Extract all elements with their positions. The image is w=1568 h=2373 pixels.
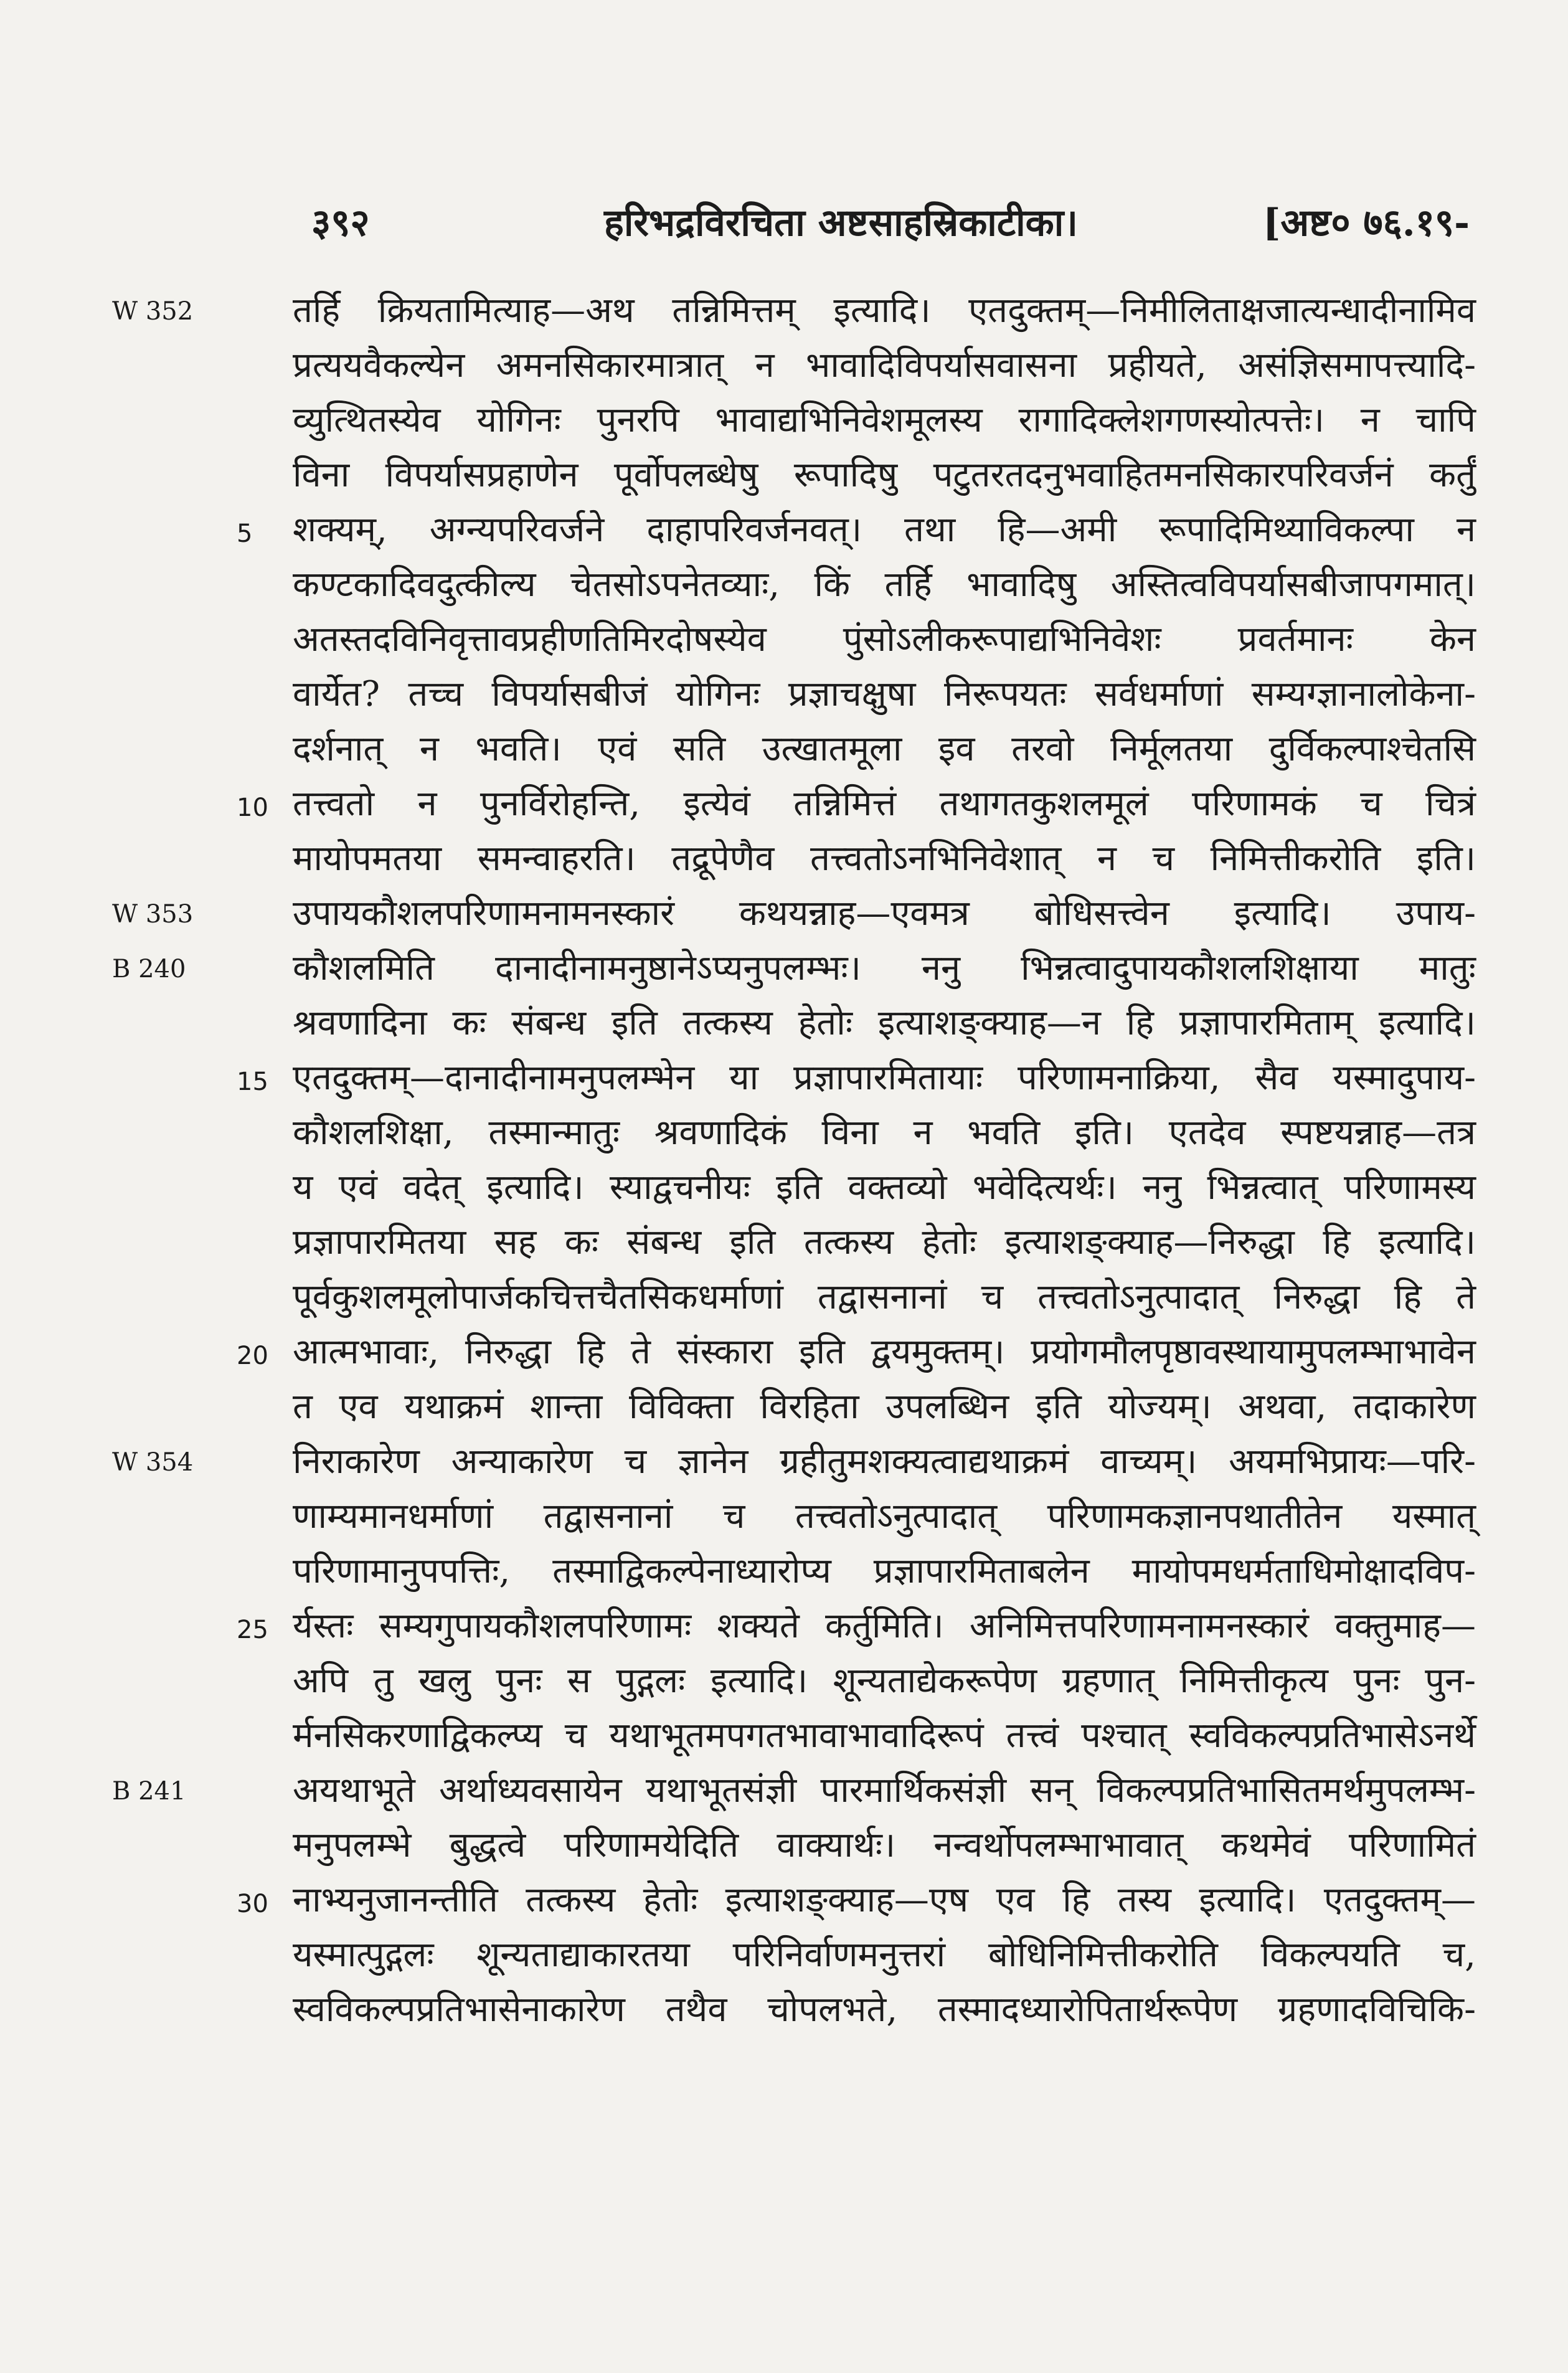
- running-title: हरिभद्रविरचिता अष्टसाहस्रिकाटीका।: [604, 201, 1078, 245]
- text-line: [293, 1160, 1476, 1215]
- line-text: नाभ्यनुजानन्तीति तत्कस्य हेतोः इत्याशङ्क्याह—एष एव हि तस्य इत्यादि। एतदुक्तम्—: [293, 1880, 1476, 1920]
- text-line: [293, 448, 1476, 503]
- text-line: [237, 1325, 1476, 1380]
- line-text: त एव यथाक्रमं शान्ता विविक्ता विरहिता उपलब्धिन इति योज्यम्। अथवा, तदाकारेण: [293, 1386, 1476, 1427]
- line-text: शक्यम्, अग्न्यपरिवर्जने दाहापरिवर्जनवत्। तथा हि—अमी रूपादिमिथ्याविकल्पा न: [293, 509, 1476, 550]
- line-text: वार्येत? तच्च विपर्यासबीजं योगिनः प्रज्ञाचक्षुषा निरूपयतः सर्वधर्माणां सम्यग्ज्ञानालोकेना-: [293, 674, 1476, 714]
- line-text: तत्त्वतो न पुनर्विरोहन्ति, इत्येवं तन्निमित्तं तथागतकुशलमूलं परिणामकं च चित्रं: [293, 784, 1476, 824]
- text-line: [293, 283, 1476, 338]
- line-text: परिणामानुपपत्तिः, तस्माद्विकल्पेनाध्यारोप्य प्रज्ञापारमिताबलेन मायोपमधर्मताधिमोक्षादविप-: [293, 1551, 1476, 1591]
- text-line: [293, 1708, 1476, 1763]
- text-line: [293, 338, 1476, 393]
- text-line: [293, 1654, 1476, 1708]
- text-line: [293, 831, 1476, 886]
- line-text: व्युत्थितस्येव योगिनः पुनरपि भावाद्यभिनिवेशमूलस्य रागादिक्लेशगणस्योत्पत्तेः। न चापि: [293, 400, 1476, 440]
- text-line: [293, 1763, 1476, 1818]
- text-line: [293, 941, 1476, 996]
- text-line: [293, 1270, 1476, 1325]
- line-text: र्मनसिकरणाद्विकल्प्य च यथाभूतमपगतभावाभावादिरूपं तत्त्वं पश्चात् स्वविकल्पप्रतिभासेऽनर्थे: [293, 1715, 1476, 1756]
- line-text: कण्टकादिवदुत्कील्य चेतसोऽपनेतव्याः, किं तर्हि भावादिषु अस्तित्वविपर्यासबीजापगमात्।: [293, 564, 1476, 605]
- text-line: [293, 1818, 1476, 1873]
- text-line: [237, 503, 1476, 557]
- line-text: अयथाभूते अर्थाध्यवसायेन यथाभूतसंज्ञी पारमार्थिकसंज्ञी सन् विकल्पप्रतिभासितमर्थमुपलम्भ-: [293, 1770, 1476, 1811]
- text-line: [293, 1544, 1476, 1599]
- line-number: 20: [237, 1342, 268, 1370]
- margin-ref: B 240: [112, 955, 186, 983]
- margin-ref: W 352: [112, 297, 194, 326]
- line-text: र्यस्तः सम्यगुपायकौशलपरिणामः शक्यते कर्तुमिति। अनिमित्तपरिणामनामनस्कारं वक्तुमाह—: [293, 1606, 1476, 1646]
- text-line: [237, 777, 1476, 831]
- line-text: निराकारेण अन्याकारेण च ज्ञानेन ग्रहीतुमशक्यत्वाद्यथाक्रमं वाच्यम्। अयमभिप्रायः—परि-: [293, 1441, 1476, 1482]
- text-line: [237, 1599, 1476, 1654]
- line-text: पूर्वकुशलमूलोपार्जकचित्तचैतसिकधर्माणां तद्वासनानां च तत्त्वतोऽनुत्पादात् निरुद्धा हि ते: [293, 1277, 1476, 1317]
- line-number: 25: [237, 1616, 268, 1644]
- text-line: [293, 393, 1476, 448]
- line-text: एतदुक्तम्—दानादीनामनुपलम्भेन या प्रज्ञापारमितायाः परिणामनाक्रिया, सैव यस्मादुपाय-: [293, 1058, 1476, 1098]
- line-text: कौशलशिक्षा, तस्मान्मातुः श्रवणादिकं विना न भवति इति। एतदेव स्पष्टयन्नाह—तत्र: [293, 1112, 1476, 1153]
- line-text: प्रत्ययवैकल्येन अमनसिकारमात्रात् न भावादिविपर्यासवासना प्रहीयते, असंज्ञिसमापत्त्यादि-: [293, 345, 1476, 386]
- line-text: मायोपमतया समन्वाहरति। तद्रूपेणैव तत्त्वतोऽनभिनिवेशात् न च निमित्तीकरोति इति।: [293, 838, 1476, 879]
- line-text: यस्मात्पुद्गलः शून्यताद्याकारतया परिनिर्वाणमनुत्तरां बोधिनिमित्तीकरोति विकल्पयति च,: [293, 1935, 1476, 1975]
- text-line: [293, 667, 1476, 722]
- text-line: [293, 1380, 1476, 1434]
- page-header: [293, 187, 1470, 255]
- line-text: अपि तु खलु पुनः स पुद्गलः इत्यादि। शून्यताद्येकरूपेण ग्रहणात् निमित्तीकृत्य पुनः पुन-: [293, 1660, 1476, 1701]
- text-line: [293, 1106, 1476, 1160]
- page-number: ३९२: [311, 201, 370, 245]
- line-text: कौशलमिति दानादीनामनुष्ठानेऽप्यनुपलम्भः। ननु भिन्नत्वादुपायकौशलशिक्षाया मातुः: [293, 948, 1476, 988]
- text-line: [293, 996, 1476, 1051]
- text-line: [237, 1873, 1476, 1928]
- line-text: दर्शनात् न भवति। एवं सति उत्खातमूला इव तरवो निर्मूलतया दुर्विकल्पाश्चेतसि: [293, 729, 1476, 769]
- text-line: [293, 1434, 1476, 1489]
- text-line: [293, 1489, 1476, 1544]
- line-number: 5: [237, 519, 253, 548]
- line-text: स्वविकल्पप्रतिभासेनाकारेण तथैव चोपलभते, तस्मादध्यारोपितार्थरूपेण ग्रहणादविचिकि-: [293, 1989, 1476, 2030]
- text-line: [293, 1982, 1476, 2037]
- line-text: उपायकौशलपरिणामनामनस्कारं कथयन्नाह—एवमत्र बोधिसत्त्वेन इत्यादि। उपाय-: [293, 893, 1476, 934]
- text-line: [293, 722, 1476, 777]
- text-line: [293, 1928, 1476, 1982]
- line-number: 15: [237, 1068, 268, 1096]
- line-text: विना विपर्यासप्रहाणेन पूर्वोपलब्धेषु रूपादिषु पटुतरतदनुभवाहितमनसिकारपरिवर्जनं कर्तुं: [293, 455, 1476, 495]
- text-line: [293, 557, 1476, 612]
- line-number: 30: [237, 1890, 268, 1918]
- line-text: णाम्यमानधर्माणां तद्वासनानां च तत्त्वतोऽनुत्पादात् परिणामकज्ञानपथातीतेन यस्मात्: [293, 1496, 1476, 1537]
- text-line: [293, 1215, 1476, 1270]
- line-text: प्रज्ञापारमितया सह कः संबन्ध इति तत्कस्य हेतोः इत्याशङ्क्याह—निरुद्धा हि इत्यादि।: [293, 1222, 1476, 1262]
- line-text: तर्हि क्रियतामित्याह—अथ तन्निमित्तम् इत्यादि। एतदुक्तम्—निमीलिताक्षजात्यन्धादीनामिव: [293, 290, 1476, 331]
- margin-ref: W 353: [112, 900, 194, 929]
- margin-ref: W 354: [112, 1448, 194, 1477]
- line-text: य एवं वदेत् इत्यादि। स्याद्वचनीयः इति वक्तव्यो भवेदित्यर्थः। ननु भिन्नत्वात् परिणामस्य: [293, 1167, 1476, 1208]
- text-line: [293, 886, 1476, 941]
- text-line: [293, 612, 1476, 667]
- text-line: [237, 1051, 1476, 1106]
- line-text: अतस्तदविनिवृत्तावप्रहीणतिमिरदोषस्येव पुंसोऽलीकरूपाद्यभिनिवेशः प्रवर्तमानः केन: [293, 619, 1476, 660]
- line-text: आत्मभावाः, निरुद्धा हि ते संस्कारा इति द्वयमुक्तम्। प्रयोगमौलपृष्ठावस्थायामुपलम्भाभावेन: [293, 1332, 1476, 1372]
- line-number: 10: [237, 793, 268, 822]
- line-text: मनुपलम्भे बुद्धत्वे परिणामयेदिति वाक्यार्थः। नन्वर्थोपलम्भाभावात् कथमेवं परिणामितं: [293, 1825, 1476, 1865]
- section-reference: [अष्ट० ७६.१९-: [1263, 201, 1470, 245]
- line-text: श्रवणादिना कः संबन्ध इति तत्कस्य हेतोः इत्याशङ्क्याह—न हि प्रज्ञापारमिताम् इत्यादि।: [293, 1003, 1476, 1043]
- margin-ref: B 241: [112, 1777, 186, 1806]
- text-body: [237, 283, 1476, 2037]
